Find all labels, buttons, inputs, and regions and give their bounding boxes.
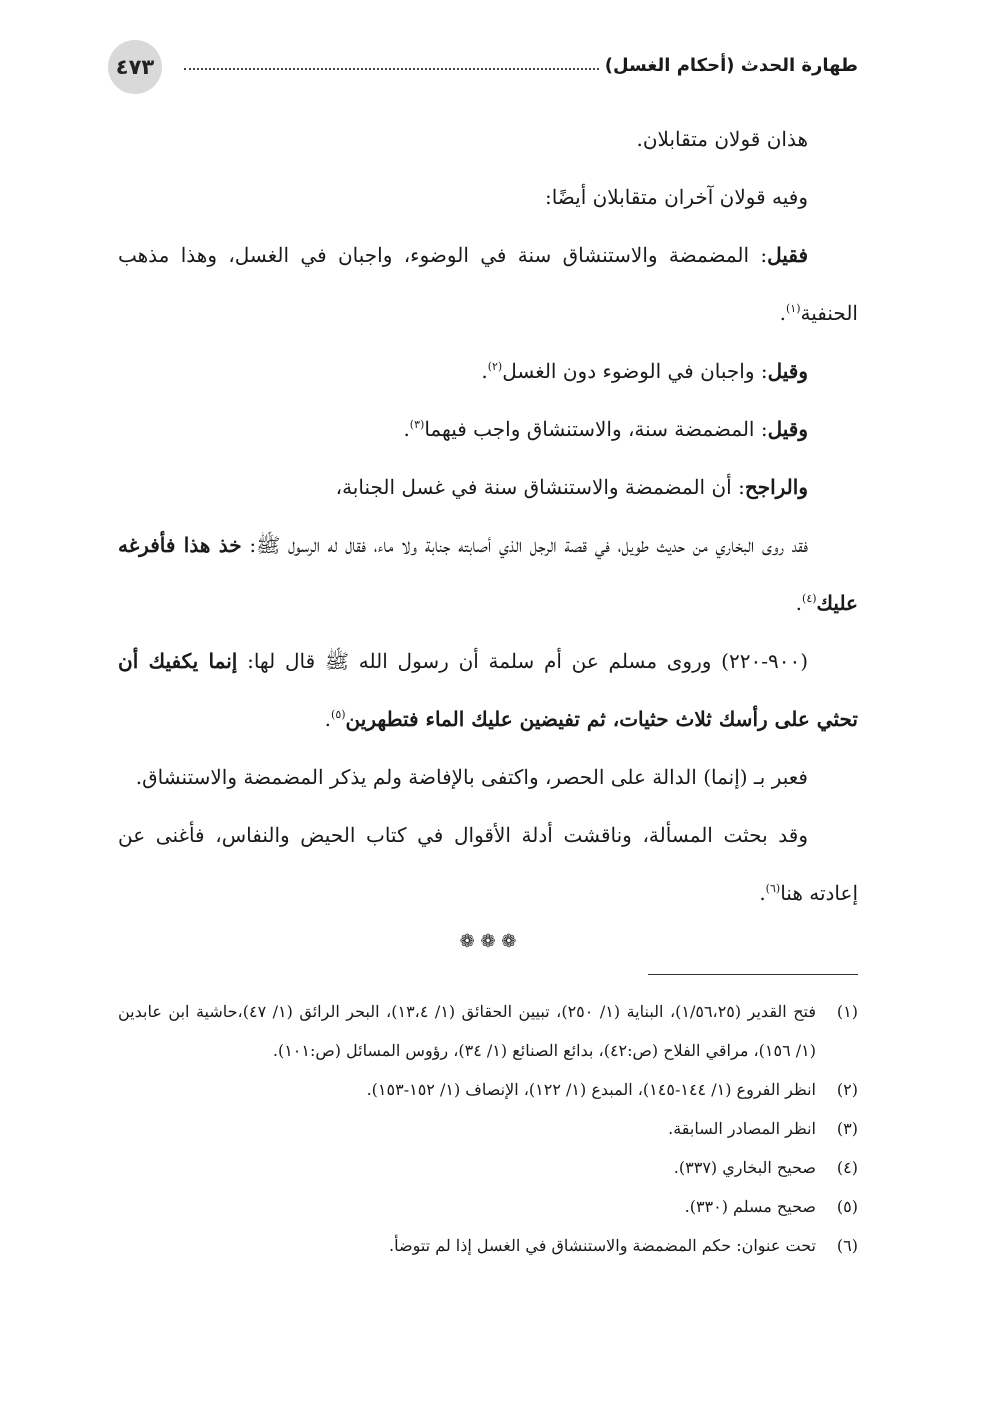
footnote-text: صحيح مسلم (٣٣٠). — [684, 1197, 816, 1216]
paragraph — [118, 516, 858, 632]
opinion-label: فقيل — [767, 243, 808, 267]
paragraph-text: (٩٠٠-٢٢٠) وروى مسلم عن أم سلمة أن رسول الله ﷺ قال لها: — [247, 649, 808, 673]
footnote-number: (٥) — [836, 1197, 858, 1216]
footnote-ref[interactable]: (٤) — [802, 592, 817, 605]
paragraph-text: وقد بحثت المسألة، وناقشت أدلة الأقوال في كتاب الحيض والنفاس، فأغنى عن إعادته هنا — [118, 823, 858, 905]
paragraph — [118, 342, 858, 400]
footnote — [118, 1187, 858, 1226]
footnote-number: (٢) — [836, 1080, 858, 1099]
dotted-leader — [184, 68, 599, 70]
punctuation: . — [759, 881, 766, 905]
footnote-text: فتح القدير (١/٥٦،٢٥)، البناية (١/ ٢٥٠)، تبيين الحقائق (١/ ١٣،٤)، البحر الرائق (١/ ٤٧)،حاشية ابن عابدين (١/ ١٥٦)، مراقي الفلاح (ص:٤٢)، بدائع الصنائع (١/ ٣٤)، رؤوس المسائل (ص:١٠١). — [118, 1002, 817, 1060]
running-head — [178, 50, 858, 80]
footnote — [118, 992, 858, 1070]
preferred-label: والراجح — [744, 475, 808, 499]
footnote-text: صحيح البخاري (٣٣٧). — [673, 1158, 816, 1177]
paragraph — [118, 748, 858, 806]
paragraph — [118, 168, 858, 226]
footnotes — [118, 992, 858, 1265]
footnote-number: (٤) — [836, 1158, 858, 1177]
footnote-number: (٦) — [836, 1236, 858, 1255]
paragraph-text: فقد روى البخاري من حديث طويل، في قصة الرجل الذي أصابته جنابة ولا ماء، فقال له الرسول ﷺ: — [249, 533, 808, 557]
paragraph-text: هذان قولان متقابلان. — [636, 127, 808, 151]
footnote — [118, 1070, 858, 1109]
footnote-number: (٣) — [836, 1119, 858, 1138]
punctuation: . — [324, 707, 332, 731]
opinion-label: وقيل — [767, 417, 808, 441]
footnote — [118, 1109, 858, 1148]
footnote-ref[interactable]: (١) — [786, 302, 801, 315]
footnote-number: (١) — [836, 1002, 858, 1021]
footnote — [118, 1148, 858, 1187]
paragraph — [118, 400, 858, 458]
footnote-ref[interactable]: (٦) — [765, 882, 781, 895]
footnote-text: انظر الفروع (١/ ١٤٤-١٤٥)، المبدع (١/ ١٢٢)، الإنصاف (١/ ١٥٢-١٥٣). — [366, 1080, 816, 1099]
footnote — [118, 1226, 858, 1265]
hadith-quote: إنما يكفيك أن تحثي على رأسك ثلاث حثيات، ثم تفيضين عليك الماء فتطهرين — [118, 649, 858, 731]
footnote-divider — [648, 974, 858, 975]
punctuation: . — [481, 359, 488, 383]
paragraph-text: : واجبان في الوضوء دون الغسل — [502, 359, 768, 383]
footnote-ref[interactable]: (٥) — [331, 708, 346, 721]
paragraph-text: : المضمضة سنة، والاستنشاق واجب فيهما — [424, 417, 768, 441]
paragraph — [118, 458, 858, 516]
hadith-quote: خذ هذا فأفرغه عليك — [118, 533, 858, 615]
paragraph — [118, 110, 858, 168]
section-separator: ❁ ❁ ❁ — [459, 931, 517, 952]
paragraph-text: : المضمضة والاستنشاق سنة في الوضوء، واجبان في الغسل، وهذا مذهب الحنفية — [118, 243, 858, 325]
footnote-text: انظر المصادر السابقة. — [668, 1119, 816, 1138]
running-title: طهارة الحدث (أحكام الغسل) — [604, 54, 858, 76]
main-text — [118, 110, 858, 962]
footnote-ref[interactable]: (٣) — [409, 418, 425, 431]
paragraph-text: فعبر بـ (إنما) الدالة على الحصر، واكتفى بالإفاضة ولم يذكر المضمضة والاستنشاق. — [135, 765, 808, 789]
footnote-text: تحت عنوان: حكم المضمضة والاستنشاق في الغسل إذا لم تتوضأ. — [389, 1236, 816, 1255]
opinion-label: وقيل — [767, 359, 808, 383]
paragraph — [118, 226, 858, 342]
paragraph — [118, 806, 858, 922]
punctuation: . — [403, 417, 410, 441]
paragraph-text: وفيه قولان آخران متقابلان أيضًا: — [544, 185, 808, 209]
page-number: ٤٧٣ — [108, 40, 162, 94]
footnote-ref[interactable]: (٢) — [487, 360, 503, 373]
page-header — [108, 40, 858, 96]
paragraph — [118, 632, 858, 748]
paragraph-text: : أن المضمضة والاستنشاق سنة في غسل الجنابة، — [335, 475, 745, 499]
punctuation: . — [779, 301, 786, 325]
punctuation: . — [795, 591, 803, 615]
